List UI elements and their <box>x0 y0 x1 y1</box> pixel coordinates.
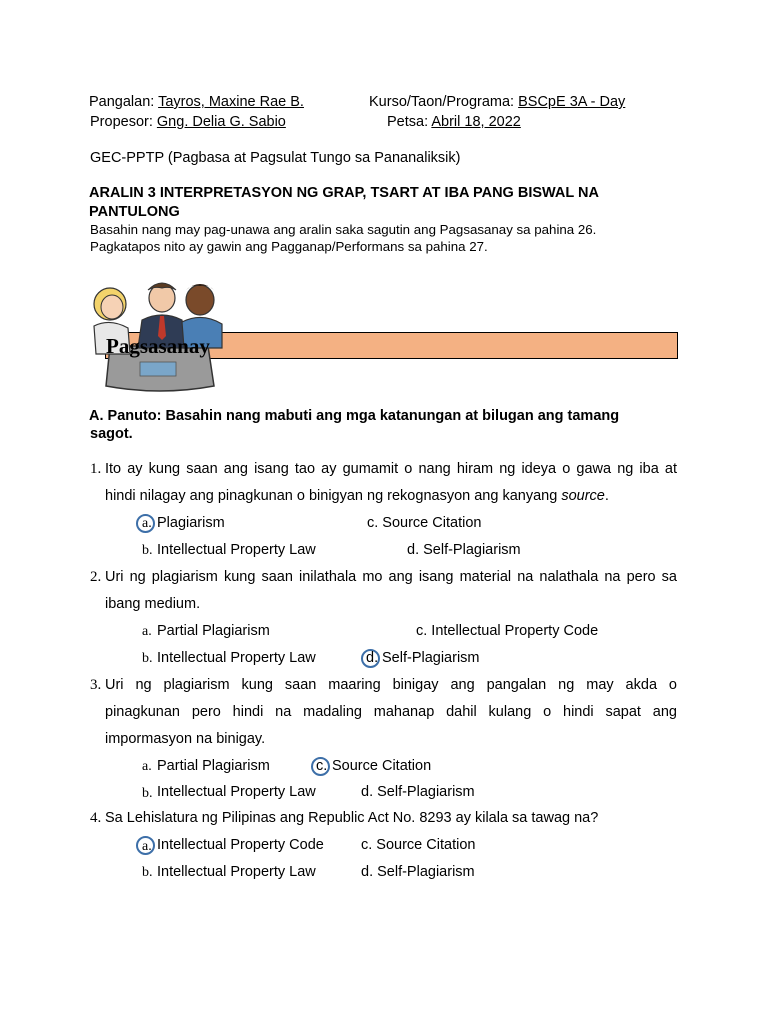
directions-line-2: sagot. <box>90 426 133 442</box>
directions-line-1: A. Panuto: Basahin nang mabuti ang mga katanungan at bilugan ang tamang <box>89 408 620 424</box>
professor-label: Propesor: <box>90 114 153 130</box>
question-text-line: Uri ng plagiarism kung saan maaring binigay ang pangalan ng may akda o <box>105 677 677 693</box>
question-text-line: hindi nilagay ang pinagkunan o binigyan ng rekognasyon ang kanyang source. <box>105 488 609 504</box>
option-text[interactable]: d. Self-Plagiarism <box>361 864 475 880</box>
option-letter: a. <box>142 759 152 774</box>
option-text[interactable]: Partial Plagiarism <box>157 623 270 639</box>
option-letter: a. <box>142 624 152 639</box>
question-number: 2. <box>90 569 102 585</box>
question-text-line: Ito ay kung saan ang isang tao ay gumamit o nang hiram ng ideya o gawa ng iba at <box>105 461 677 477</box>
professor-row <box>90 114 286 130</box>
subject-title: GEC-PPTP (Pagbasa at Pagsulat Tungo sa Pananaliksik) <box>90 150 461 166</box>
option-letter: b. <box>142 651 153 666</box>
option-text[interactable]: Intellectual Property Law <box>157 650 316 666</box>
option-text[interactable]: d. Self-Plagiarism <box>407 542 521 558</box>
course-label: Kurso/Taon/Programa: <box>369 94 515 110</box>
option-letter: a. <box>142 516 152 531</box>
option-text[interactable]: Intellectual Property Law <box>157 542 316 558</box>
option-letter: b. <box>142 543 153 558</box>
option-letter: b. <box>142 786 153 801</box>
date-label: Petsa: <box>387 114 429 130</box>
option-letter: d. <box>366 650 379 666</box>
option-text[interactable]: Partial Plagiarism <box>157 758 270 774</box>
date-value: Abril 18, 2022 <box>431 114 521 130</box>
professor-value: Gng. Delia G. Sabio <box>156 114 286 130</box>
question-number: 4. <box>90 810 102 826</box>
question-text-line: pinagkunan pero hindi na madaling mahanap dahil kulang o hindi sapat ang <box>105 704 677 720</box>
question-text-line: Sa Lehislatura ng Pilipinas ang Republic Act No. 8293 ay kilala sa tawag na? <box>105 810 599 826</box>
option-text[interactable]: c. Source Citation <box>367 515 482 531</box>
option-text[interactable]: Self-Plagiarism <box>382 650 480 666</box>
question-text-line: Uri ng plagiarism kung saan inilathala mo ang isang material na nalathala na pero sa <box>105 569 677 585</box>
lesson-instruction-line-1: Basahin nang may pag-unawa ang aralin saka sagutin ang Pagsasanay sa pahina 26. <box>90 222 597 237</box>
option-text[interactable]: Intellectual Property Law <box>157 784 316 800</box>
option-text[interactable]: Intellectual Property Law <box>157 864 316 880</box>
question-number: 1. <box>90 461 102 477</box>
option-letter: b. <box>142 865 153 880</box>
question-text-line: impormasyon na binigay. <box>105 731 266 747</box>
lesson-title-line-1: ARALIN 3 INTERPRETASYON NG GRAP, TSART AT IBA PANG BISWAL NA <box>89 185 599 201</box>
question-number: 3. <box>90 677 102 693</box>
name-label: Pangalan: <box>89 94 155 110</box>
option-text[interactable]: Source Citation <box>332 758 432 774</box>
banner-title: Pagsasanay <box>106 334 210 358</box>
name-value: Tayros, Maxine Rae B. <box>158 94 304 110</box>
option-text[interactable]: c. Source Citation <box>361 837 476 853</box>
option-letter: a. <box>142 839 152 854</box>
lesson-instruction-line-2: Pagkatapos nito ay gawin ang Pagganap/Performans sa pahina 27. <box>90 239 488 254</box>
option-text[interactable]: c. Intellectual Property Code <box>416 623 599 639</box>
option-text[interactable]: d. Self-Plagiarism <box>361 784 475 800</box>
lesson-title-line-2: PANTULONG <box>89 204 180 220</box>
option-letter: c. <box>316 758 328 774</box>
course-value: BSCpE 3A - Day <box>518 94 626 110</box>
name-row <box>89 94 304 110</box>
option-text[interactable]: Plagiarism <box>157 515 225 531</box>
option-text[interactable]: Intellectual Property Code <box>157 837 324 853</box>
question-text-line: ibang medium. <box>105 596 201 612</box>
date-row <box>387 114 521 130</box>
course-row <box>369 94 625 110</box>
